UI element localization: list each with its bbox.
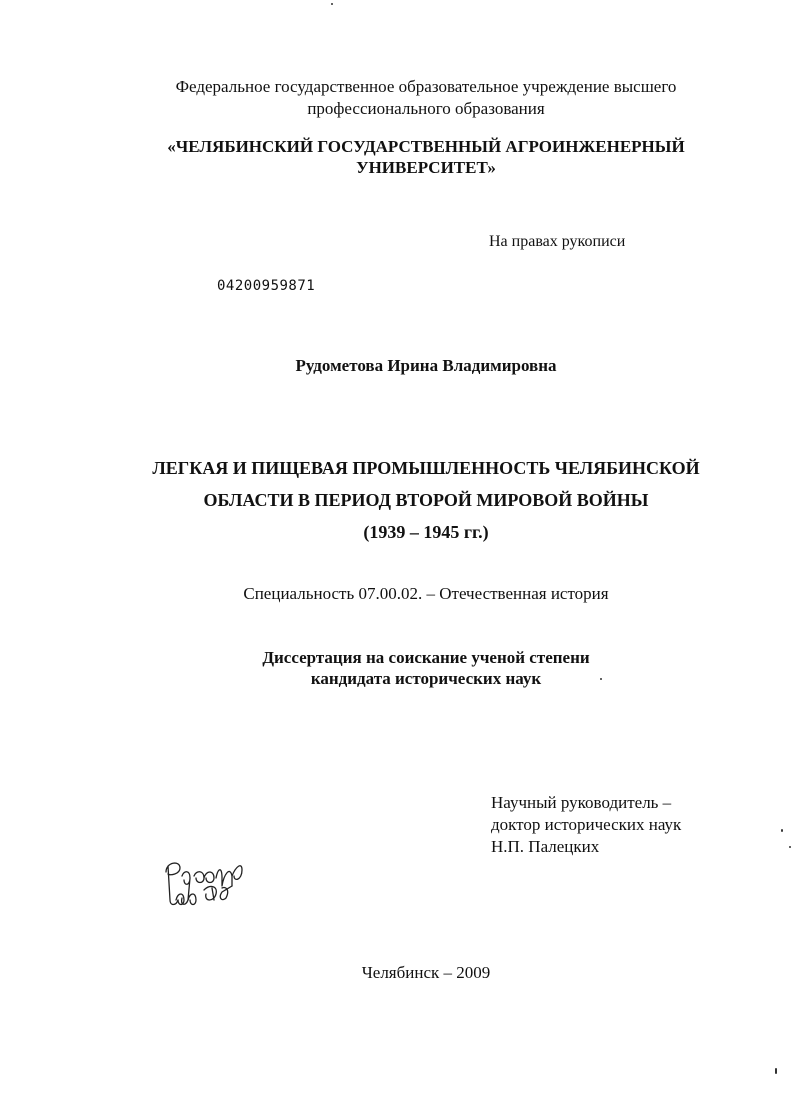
- manuscript-note: На правах рукописи: [489, 233, 626, 250]
- scan-speck: [789, 846, 791, 848]
- title-line-1: ЛЕГКАЯ И ПИЩЕВАЯ ПРОМЫШЛЕННОСТЬ ЧЕЛЯБИНСКОЙ: [152, 458, 700, 478]
- scan-speck: [781, 829, 783, 832]
- scan-speck: [600, 678, 602, 680]
- degree-line-2: кандидата исторических наук: [310, 669, 542, 688]
- signature-icon: [160, 856, 250, 908]
- catalog-number: 04200959871: [217, 278, 316, 294]
- university-line-2: УНИВЕРСИТЕТ»: [356, 158, 496, 177]
- city-year: Челябинск – 2009: [361, 963, 491, 982]
- supervisor-line-3: Н.П. Палецких: [491, 837, 600, 856]
- author-name: Рудометова Ирина Владимировна: [295, 356, 557, 375]
- specialty: Специальность 07.00.02. – Отечественная история: [243, 584, 609, 603]
- scan-speck: [331, 3, 333, 5]
- university-line-1: «ЧЕЛЯБИНСКИЙ ГОСУДАРСТВЕННЫЙ АГРОИНЖЕНЕРНЫЙ: [167, 137, 685, 156]
- institution-line-2: профессионального образования: [307, 99, 545, 118]
- title-years: (1939 – 1945 гг.): [363, 522, 489, 542]
- supervisor-line-2: доктор исторических наук: [491, 815, 682, 834]
- institution-line-1: Федеральное государственное образовательное учреждение высшего: [175, 77, 677, 96]
- title-line-2: ОБЛАСТИ В ПЕРИОД ВТОРОЙ МИРОВОЙ ВОЙНЫ: [203, 490, 649, 510]
- supervisor-line-1: Научный руководитель –: [491, 793, 672, 812]
- degree-line-1: Диссертация на соискание ученой степени: [262, 648, 590, 667]
- scan-speck: [775, 1068, 777, 1074]
